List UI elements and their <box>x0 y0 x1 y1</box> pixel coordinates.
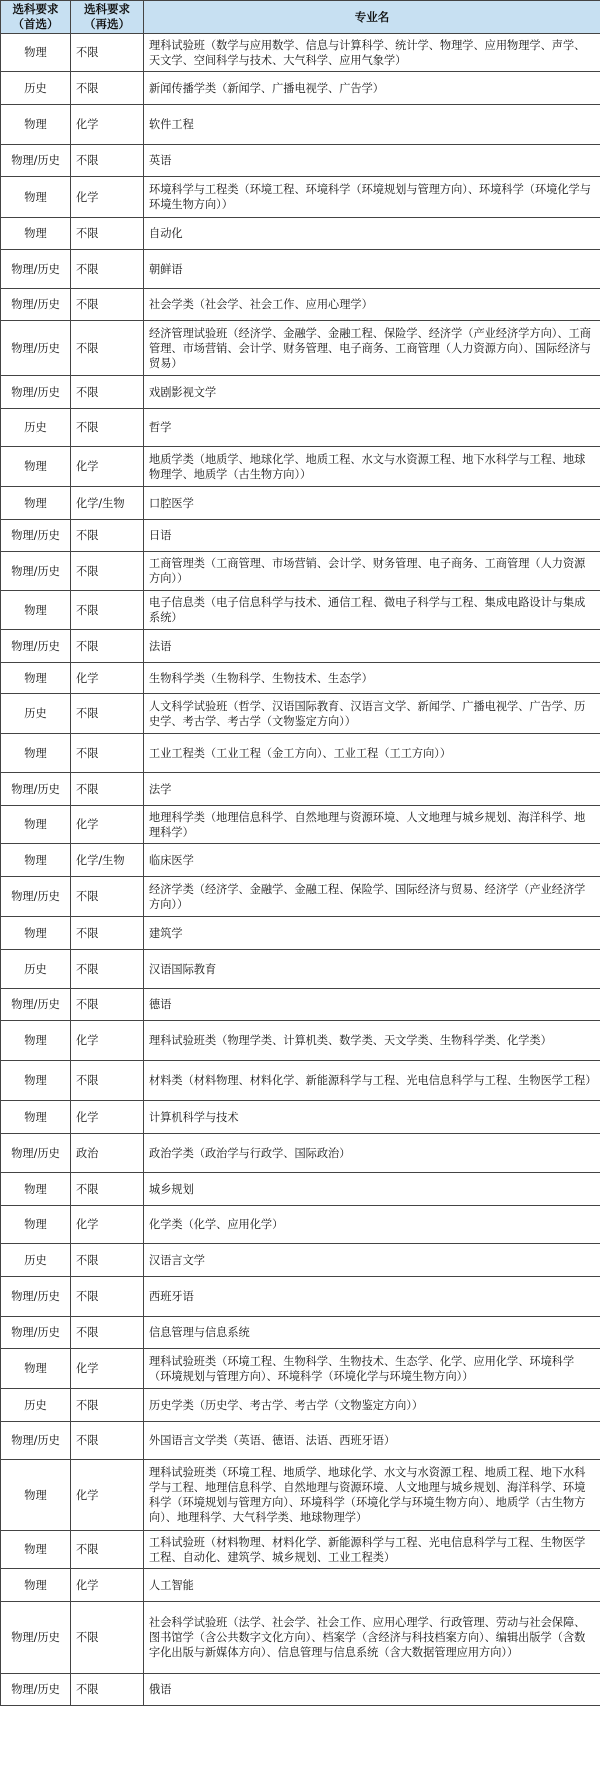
first-choice-cell: 物理 <box>1 1206 71 1244</box>
table-row <box>1 552 600 591</box>
table-row <box>1 105 600 145</box>
major-name-cell: 朝鲜语 <box>144 250 600 289</box>
first-choice-cell: 物理 <box>1 447 71 487</box>
first-choice-cell: 物理 <box>1 487 71 520</box>
first-choice-cell: 物理 <box>1 591 71 630</box>
major-name-cell: 社会学类（社会学、社会工作、应用心理学） <box>144 289 600 321</box>
first-choice-cell: 物理 <box>1 1061 71 1101</box>
major-name-cell: 经济管理试验班（经济学、金融学、金融工程、保险学、经济学（产业经济学方向）、工商管理、市场营销、会计学、财务管理、电子商务、工商管理（人力资源方向）、国际经济与贸易） <box>144 321 600 376</box>
table-row <box>1 520 600 552</box>
major-name-cell: 历史学类（历史学、考古学、考古学（文物鉴定方向）） <box>144 1389 600 1422</box>
major-name-cell: 地质学类（地质学、地球化学、地质工程、水文与水资源工程、地下水科学与工程、地球物理学、地质学（古生物方向）） <box>144 447 600 487</box>
first-choice-cell: 物理/历史 <box>1 1317 71 1349</box>
major-name-cell: 人工智能 <box>144 1569 600 1602</box>
second-choice-cell: 不限 <box>71 409 144 447</box>
table-row <box>1 177 600 218</box>
table-row <box>1 409 600 447</box>
table-row <box>1 1389 600 1422</box>
first-choice-cell: 物理 <box>1 1101 71 1134</box>
second-choice-cell: 不限 <box>71 552 144 591</box>
first-choice-cell: 物理/历史 <box>1 1134 71 1173</box>
major-name-cell: 临床医学 <box>144 844 600 877</box>
major-name-cell: 理科试验班类（环境工程、生物科学、生物技术、生态学、化学、应用化学、环境科学（环境规划与管理方向）、环境科学（环境化学与环境生物方向）） <box>144 1349 600 1389</box>
table-row <box>1 917 600 950</box>
first-choice-cell: 物理/历史 <box>1 250 71 289</box>
major-name-cell: 德语 <box>144 989 600 1021</box>
first-choice-cell: 物理 <box>1 1021 71 1061</box>
major-name-cell: 俄语 <box>144 1674 600 1706</box>
major-name-cell: 日语 <box>144 520 600 552</box>
major-name-cell: 工业工程类（工业工程（金工方向）、工业工程（工工方向）） <box>144 734 600 773</box>
table-row <box>1 487 600 520</box>
major-name-cell: 软件工程 <box>144 105 600 145</box>
major-name-cell: 理科试验班类（环境工程、地质学、地球化学、水文与水资源工程、地质工程、地下水科学与工程、地理信息科学、自然地理与资源环境、人文地理与城乡规划、海洋科学、环境科学（环境规划与管理方向）、环境科学（环境化学与环境生物方向）、地质学（古生物方向）、地理科学、大气科学类、地球物理学） <box>144 1460 600 1531</box>
major-name-cell: 自动化 <box>144 218 600 250</box>
table-row <box>1 1173 600 1206</box>
first-choice-cell: 物理 <box>1 1349 71 1389</box>
first-choice-cell: 历史 <box>1 1244 71 1277</box>
major-name-cell: 汉语国际教育 <box>144 950 600 989</box>
first-choice-cell: 物理 <box>1 1531 71 1569</box>
second-choice-cell: 不限 <box>71 1389 144 1422</box>
table-row <box>1 1206 600 1244</box>
first-choice-cell: 物理 <box>1 1460 71 1531</box>
table-row <box>1 630 600 663</box>
table-row <box>1 734 600 773</box>
second-choice-cell: 化学/生物 <box>71 844 144 877</box>
second-choice-cell: 不限 <box>71 917 144 950</box>
table-row <box>1 72 600 105</box>
major-name-cell: 法语 <box>144 630 600 663</box>
second-choice-cell: 化学 <box>71 1206 144 1244</box>
second-choice-cell: 不限 <box>71 1531 144 1569</box>
second-choice-cell: 不限 <box>71 145 144 177</box>
major-name-cell: 外国语言文学类（英语、德语、法语、西班牙语） <box>144 1422 600 1460</box>
table-row <box>1 250 600 289</box>
major-name-cell: 社会科学试验班（法学、社会学、社会工作、应用心理学、行政管理、劳动与社会保障、图书馆学（含公共数字文化方向）、档案学（含经济与科技档案方向）、编辑出版学（含数字化出版与新媒体方向）、信息管理与信息系统（含大数据管理应用方向）） <box>144 1602 600 1674</box>
major-name-cell: 地理科学类（地理信息科学、自然地理与资源环境、人文地理与城乡规划、海洋科学、地理科学） <box>144 806 600 844</box>
major-name-cell: 工科试验班（材料物理、材料化学、新能源科学与工程、光电信息科学与工程、生物医学工程、自动化、建筑学、城乡规划、工业工程类） <box>144 1531 600 1569</box>
first-choice-cell: 物理 <box>1 218 71 250</box>
table-row <box>1 1349 600 1389</box>
first-choice-cell: 物理 <box>1 34 71 72</box>
first-choice-cell: 物理/历史 <box>1 877 71 917</box>
major-name-cell: 计算机科学与技术 <box>144 1101 600 1134</box>
table-row <box>1 145 600 177</box>
header-first-choice: 选科要求 （首选） <box>1 1 71 34</box>
table-row <box>1 1317 600 1349</box>
second-choice-cell: 不限 <box>71 376 144 409</box>
first-choice-cell: 物理/历史 <box>1 552 71 591</box>
table-row <box>1 806 600 844</box>
second-choice-cell: 不限 <box>71 773 144 806</box>
first-choice-cell: 物理/历史 <box>1 376 71 409</box>
table-row <box>1 1277 600 1317</box>
major-name-cell: 经济学类（经济学、金融学、金融工程、保险学、国际经济与贸易、经济学（产业经济学方向）） <box>144 877 600 917</box>
first-choice-cell: 物理/历史 <box>1 630 71 663</box>
table-row <box>1 773 600 806</box>
first-choice-cell: 物理 <box>1 917 71 950</box>
second-choice-cell: 化学 <box>71 447 144 487</box>
major-name-cell: 口腔医学 <box>144 487 600 520</box>
table-row <box>1 34 600 72</box>
second-choice-cell: 不限 <box>71 321 144 376</box>
table-row <box>1 591 600 630</box>
second-choice-cell: 化学 <box>71 663 144 694</box>
second-choice-cell: 不限 <box>71 877 144 917</box>
table-row <box>1 1602 600 1674</box>
table-row <box>1 1021 600 1061</box>
major-name-cell: 理科试验班（数学与应用数学、信息与计算科学、统计学、物理学、应用物理学、声学、天文学、空间科学与技术、大气科学、应用气象学） <box>144 34 600 72</box>
major-name-cell: 生物科学类（生物科学、生物技术、生态学） <box>144 663 600 694</box>
first-choice-cell: 物理/历史 <box>1 289 71 321</box>
first-choice-cell: 物理/历史 <box>1 321 71 376</box>
table-row <box>1 950 600 989</box>
second-choice-cell: 不限 <box>71 1061 144 1101</box>
second-choice-cell: 化学 <box>71 1021 144 1061</box>
major-name-cell: 建筑学 <box>144 917 600 950</box>
table-row <box>1 218 600 250</box>
table-row <box>1 289 600 321</box>
major-name-cell: 信息管理与信息系统 <box>144 1317 600 1349</box>
major-name-cell: 新闻传播学类（新闻学、广播电视学、广告学） <box>144 72 600 105</box>
table-row <box>1 1569 600 1602</box>
second-choice-cell: 不限 <box>71 694 144 734</box>
second-choice-cell: 化学 <box>71 177 144 218</box>
major-name-cell: 理科试验班类（物理学类、计算机类、数学类、天文学类、生物科学类、化学类） <box>144 1021 600 1061</box>
first-choice-cell: 物理 <box>1 663 71 694</box>
table-row <box>1 877 600 917</box>
second-choice-cell: 化学 <box>71 1101 144 1134</box>
major-name-cell: 政治学类（政治学与行政学、国际政治） <box>144 1134 600 1173</box>
table-row <box>1 844 600 877</box>
first-choice-cell: 历史 <box>1 409 71 447</box>
first-choice-cell: 物理 <box>1 844 71 877</box>
major-name-cell: 材料类（材料物理、材料化学、新能源科学与工程、光电信息科学与工程、生物医学工程） <box>144 1061 600 1101</box>
table-row <box>1 1101 600 1134</box>
second-choice-cell: 化学 <box>71 806 144 844</box>
header-major: 专业名 <box>144 1 600 34</box>
major-name-cell: 法学 <box>144 773 600 806</box>
first-choice-cell: 物理 <box>1 734 71 773</box>
second-choice-cell: 不限 <box>71 734 144 773</box>
second-choice-cell: 化学 <box>71 1460 144 1531</box>
major-name-cell: 电子信息类（电子信息科学与技术、通信工程、微电子科学与工程、集成电路设计与集成系统） <box>144 591 600 630</box>
header-second-choice: 选科要求 （再选） <box>71 1 144 34</box>
first-choice-cell: 历史 <box>1 72 71 105</box>
first-choice-cell: 物理/历史 <box>1 145 71 177</box>
second-choice-cell: 化学 <box>71 105 144 145</box>
table-row <box>1 447 600 487</box>
second-choice-cell: 化学 <box>71 1569 144 1602</box>
first-choice-cell: 物理/历史 <box>1 1277 71 1317</box>
first-choice-cell: 历史 <box>1 694 71 734</box>
second-choice-cell: 不限 <box>71 630 144 663</box>
first-choice-cell: 物理/历史 <box>1 1674 71 1706</box>
major-name-cell: 城乡规划 <box>144 1173 600 1206</box>
first-choice-cell: 物理 <box>1 806 71 844</box>
major-name-cell: 英语 <box>144 145 600 177</box>
first-choice-cell: 物理/历史 <box>1 1422 71 1460</box>
table-row <box>1 321 600 376</box>
table-row <box>1 1531 600 1569</box>
major-name-cell: 哲学 <box>144 409 600 447</box>
first-choice-cell: 物理/历史 <box>1 1602 71 1674</box>
second-choice-cell: 不限 <box>71 34 144 72</box>
table-row <box>1 1061 600 1101</box>
second-choice-cell: 不限 <box>71 989 144 1021</box>
first-choice-cell: 物理/历史 <box>1 989 71 1021</box>
first-choice-cell: 物理/历史 <box>1 773 71 806</box>
second-choice-cell: 不限 <box>71 1674 144 1706</box>
second-choice-cell: 不限 <box>71 520 144 552</box>
table-header-row <box>1 1 600 34</box>
second-choice-cell: 不限 <box>71 1602 144 1674</box>
first-choice-cell: 物理 <box>1 1569 71 1602</box>
second-choice-cell: 不限 <box>71 1173 144 1206</box>
second-choice-cell: 政治 <box>71 1134 144 1173</box>
table-row <box>1 989 600 1021</box>
table-row <box>1 1674 600 1706</box>
table-row <box>1 1460 600 1531</box>
first-choice-cell: 物理 <box>1 177 71 218</box>
first-choice-cell: 物理/历史 <box>1 520 71 552</box>
table-row <box>1 1134 600 1173</box>
first-choice-cell: 物理 <box>1 105 71 145</box>
second-choice-cell: 不限 <box>71 289 144 321</box>
second-choice-cell: 不限 <box>71 1317 144 1349</box>
major-name-cell: 化学类（化学、应用化学） <box>144 1206 600 1244</box>
table-row <box>1 1244 600 1277</box>
first-choice-cell: 历史 <box>1 1389 71 1422</box>
second-choice-cell: 不限 <box>71 1244 144 1277</box>
second-choice-cell: 化学/生物 <box>71 487 144 520</box>
table-row <box>1 694 600 734</box>
second-choice-cell: 化学 <box>71 1349 144 1389</box>
major-name-cell: 工商管理类（工商管理、市场营销、会计学、财务管理、电子商务、工商管理（人力资源方向）） <box>144 552 600 591</box>
major-name-cell: 西班牙语 <box>144 1277 600 1317</box>
table-row <box>1 1422 600 1460</box>
second-choice-cell: 不限 <box>71 1277 144 1317</box>
first-choice-cell: 历史 <box>1 950 71 989</box>
second-choice-cell: 不限 <box>71 72 144 105</box>
table-body <box>1 34 600 1706</box>
second-choice-cell: 不限 <box>71 218 144 250</box>
second-choice-cell: 不限 <box>71 250 144 289</box>
table-row <box>1 376 600 409</box>
second-choice-cell: 不限 <box>71 950 144 989</box>
second-choice-cell: 不限 <box>71 591 144 630</box>
second-choice-cell: 不限 <box>71 1422 144 1460</box>
major-name-cell: 环境科学与工程类（环境工程、环境科学（环境规划与管理方向）、环境科学（环境化学与环境生物方向）） <box>144 177 600 218</box>
first-choice-cell: 物理 <box>1 1173 71 1206</box>
table-row <box>1 663 600 694</box>
major-name-cell: 汉语言文学 <box>144 1244 600 1277</box>
major-name-cell: 戏剧影视文学 <box>144 376 600 409</box>
major-name-cell: 人文科学试验班（哲学、汉语国际教育、汉语言文学、新闻学、广播电视学、广告学、历史学、考古学、考古学（文物鉴定方向）） <box>144 694 600 734</box>
